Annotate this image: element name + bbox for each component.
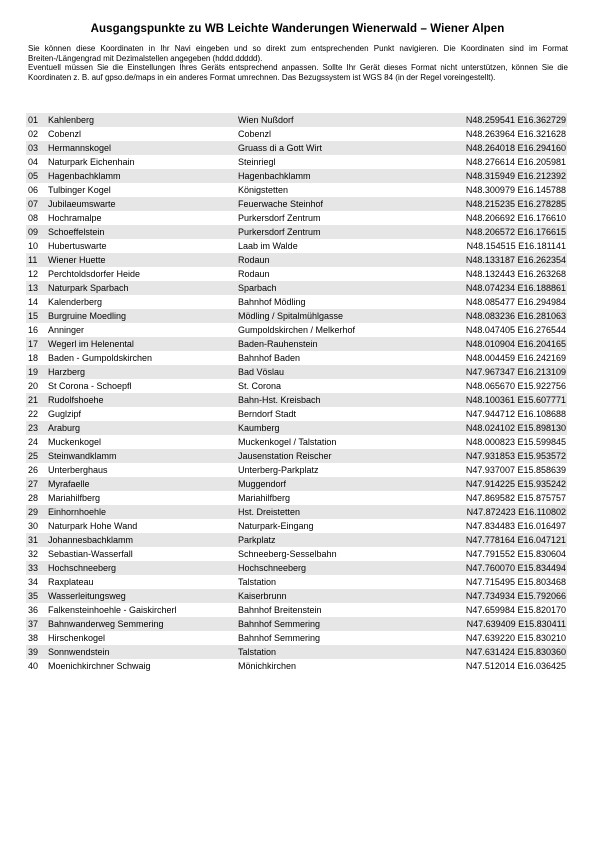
table-row [26, 491, 567, 505]
start-point: Berndorf Stadt [238, 408, 297, 419]
start-point: Hst. Dreistetten [238, 505, 444, 519]
row-number: 01 [26, 113, 42, 127]
row-number: 20 [28, 380, 39, 391]
trail-name: Burgruine Moedling [42, 309, 238, 323]
table-row [26, 407, 567, 421]
intro-paragraph-2: Eventuell müssen Sie die Einstellungen Ihres Geräts entsprechend anpassen. Sollte Ihr Gerät dieses Format nicht unterstützen, können Sie die Koordinaten z. B. auf gpso.de/maps in ein anderes Format umrechnen. Das Bezugssystem ist WGS 84 (in der Regel voreingestellt). [28, 63, 568, 82]
table-row [26, 449, 567, 463]
table-row [26, 631, 567, 645]
table-row [26, 211, 567, 225]
start-point: Parkplatz [238, 533, 444, 547]
table-row [26, 575, 567, 589]
coordinates: N48.004459 E16.242169 [465, 352, 566, 363]
trail-name: Hubertuswarte [48, 240, 107, 251]
intro-paragraph-1: Sie können diese Koordinaten in Ihr Navi eingeben und so direkt zum entsprechenden Punkt navigieren. Die Koordinaten sind im Format Breiten-/Längengrad mit Dezimalstellen angegeben (hddd.ddddd). [28, 44, 568, 63]
intro-text [28, 44, 568, 82]
row-number: 29 [26, 505, 42, 519]
trail-name: Anninger [48, 324, 85, 335]
table-row [26, 435, 567, 449]
coordinates: N48.215235 E16.278285 [444, 197, 567, 211]
trail-name: Unterberghaus [48, 464, 108, 475]
trail-name: Baden - Gumpoldskirchen [48, 352, 153, 363]
coordinates: N47.778164 E16.047121 [444, 533, 567, 547]
table-row [26, 617, 567, 631]
coordinates: N48.206572 E16.176615 [444, 225, 567, 239]
row-number: 25 [26, 449, 42, 463]
row-number: 34 [28, 576, 39, 587]
coordinates: N48.264018 E16.294160 [444, 141, 567, 155]
start-point: Steinriegl [238, 156, 276, 167]
trail-name: Moenichkirchner Schwaig [48, 660, 151, 671]
row-number: 17 [26, 337, 42, 351]
trail-name: Myrafaelle [42, 477, 238, 491]
row-number: 37 [26, 617, 42, 631]
coordinates: N47.659984 E15.820170 [465, 604, 566, 615]
row-number: 03 [26, 141, 42, 155]
start-point: Kaiserbrunn [238, 589, 444, 603]
coordinates: N47.639409 E15.830411 [444, 617, 567, 631]
row-number: 35 [26, 589, 42, 603]
trail-name: Cobenzl [48, 128, 82, 139]
coordinates: N47.869582 E15.875757 [465, 492, 566, 503]
table-row [26, 239, 567, 253]
row-number: 27 [26, 477, 42, 491]
coordinates: N47.715495 E15.803468 [465, 576, 566, 587]
coordinates: N47.631424 E15.830360 [444, 645, 567, 659]
coordinates: N48.133187 E16.262354 [444, 253, 567, 267]
row-number: 38 [28, 632, 39, 643]
start-point: Cobenzl [238, 128, 272, 139]
coordinates: N48.315949 E16.212392 [444, 169, 567, 183]
start-point: Mönichkirchen [238, 660, 297, 671]
start-point: Hochschneeberg [238, 561, 444, 575]
table-row [26, 267, 567, 281]
page-title: Ausgangspunkte zu WB Leichte Wanderungen Wienerwald – Wiener Alpen [90, 23, 505, 35]
trail-name: Raxplateau [48, 576, 94, 587]
coordinates: N47.914225 E15.935242 [444, 477, 567, 491]
row-number: 32 [28, 548, 39, 559]
start-point: Jausenstation Reischer [238, 449, 444, 463]
row-number: 10 [28, 240, 39, 251]
start-point: Talstation [238, 576, 277, 587]
row-number: 15 [26, 309, 42, 323]
table-row [26, 337, 567, 351]
trail-name: Sebastian-Wasserfall [48, 548, 133, 559]
row-number: 14 [28, 296, 39, 307]
table-row [26, 421, 567, 435]
row-number: 07 [26, 197, 42, 211]
trail-name: Araburg [42, 421, 238, 435]
table-row [26, 225, 567, 239]
trail-name: Mariahilfberg [48, 492, 101, 503]
start-point: Laab im Walde [238, 240, 298, 251]
start-point: Mödling / Spitalmühlgasse [238, 309, 444, 323]
table-row [26, 393, 567, 407]
row-number: 36 [28, 604, 39, 615]
table-row [26, 295, 567, 309]
row-number: 06 [28, 184, 39, 195]
trail-name: Muckenkogel [48, 436, 102, 447]
start-point: Unterberg-Parkplatz [238, 464, 319, 475]
coordinates: N48.100361 E15.607771 [444, 393, 567, 407]
start-point: Muggendorf [238, 477, 444, 491]
start-point: Muckenkogel / Talstation [238, 436, 337, 447]
trail-name: Johannesbachklamm [42, 533, 238, 547]
table-row [26, 351, 567, 365]
row-number: 18 [28, 352, 39, 363]
row-number: 31 [26, 533, 42, 547]
trail-name: Kahlenberg [42, 113, 238, 127]
coordinates: N48.206692 E16.176610 [465, 212, 566, 223]
table-row [26, 589, 567, 603]
row-number: 39 [26, 645, 42, 659]
trail-name: Hochschneeberg [42, 561, 238, 575]
row-number: 28 [28, 492, 39, 503]
table-row [26, 127, 567, 141]
table-row [26, 645, 567, 659]
table-row [26, 561, 567, 575]
trail-name: Guglzipf [48, 408, 82, 419]
trail-name: Hochramalpe [48, 212, 102, 223]
start-point: St. Corona [238, 380, 282, 391]
coordinates: N48.259541 E16.362729 [444, 113, 567, 127]
start-point: Mariahilfberg [238, 492, 291, 503]
coordinates: N47.639220 E15.830210 [465, 632, 566, 643]
coordinates: N48.276614 E16.205981 [465, 156, 566, 167]
table-row [26, 603, 567, 617]
start-point: Talstation [238, 645, 444, 659]
row-number: 22 [28, 408, 39, 419]
coordinates: N48.000823 E15.599845 [465, 436, 566, 447]
start-point: Bahnhof Baden [238, 352, 301, 363]
coordinates: N47.791552 E15.830604 [465, 548, 566, 559]
row-number: 19 [26, 365, 42, 379]
table-row [26, 309, 567, 323]
table-row [26, 477, 567, 491]
trail-name: St Corona - Schoepfl [48, 380, 132, 391]
table-row [26, 323, 567, 337]
trail-name: Steinwandklamm [42, 449, 238, 463]
coordinates: N47.834483 E16.016497 [465, 520, 566, 531]
table-row [26, 281, 567, 295]
start-point: Bahn-Hst. Kreisbach [238, 393, 444, 407]
trail-name: Bahnwanderweg Semmering [42, 617, 238, 631]
trail-name: Naturpark Sparbach [42, 281, 238, 295]
coordinates: N48.263964 E16.321628 [465, 128, 566, 139]
start-point: Bad Vöslau [238, 365, 444, 379]
trail-name: Falkensteinhoehle - Gaiskircherl [48, 604, 177, 615]
row-number: 05 [26, 169, 42, 183]
row-number: 02 [28, 128, 39, 139]
row-number: 12 [28, 268, 39, 279]
trail-name: Schoeffelstein [42, 225, 238, 239]
table-row [26, 547, 567, 561]
start-point: Schneeberg-Sesselbahn [238, 548, 337, 559]
start-point: Bahnhof Mödling [238, 296, 306, 307]
start-point: Baden-Rauhenstein [238, 337, 444, 351]
coordinates: N47.760070 E15.834494 [444, 561, 567, 575]
coordinates: N48.132443 E16.263268 [465, 268, 566, 279]
start-point: Rodaun [238, 253, 444, 267]
start-point: Wien Nußdorf [238, 113, 444, 127]
trail-name: Einhornhoehle [42, 505, 238, 519]
coordinates-table [26, 113, 567, 673]
coordinates: N47.967347 E16.213109 [444, 365, 567, 379]
coordinates: N48.083236 E16.281063 [444, 309, 567, 323]
start-point: Königstetten [238, 184, 289, 195]
start-point: Bahnhof Breitenstein [238, 604, 322, 615]
start-point: Purkersdorf Zentrum [238, 225, 444, 239]
trail-name: Hagenbachklamm [42, 169, 238, 183]
coordinates: N48.024102 E15.898130 [444, 421, 567, 435]
row-number: 09 [26, 225, 42, 239]
coordinates: N48.047405 E16.276544 [465, 324, 566, 335]
trail-name: Wegerl im Helenental [42, 337, 238, 351]
trail-name: Naturpark Hohe Wand [48, 520, 138, 531]
trail-name: Naturpark Eichenhain [48, 156, 135, 167]
row-number: 23 [26, 421, 42, 435]
trail-name: Kalenderberg [48, 296, 103, 307]
coordinates: N47.734934 E15.792066 [444, 589, 567, 603]
start-point: Gumpoldskirchen / Melkerhof [238, 324, 356, 335]
coordinates: N47.944712 E16.108688 [465, 408, 566, 419]
trail-name: Harzberg [42, 365, 238, 379]
trail-name: Rudolfshoehe [42, 393, 238, 407]
start-point: Sparbach [238, 281, 444, 295]
start-point: Naturpark-Eingang [238, 520, 314, 531]
table-row [26, 113, 567, 127]
trail-name: Perchtoldsdorfer Heide [48, 268, 141, 279]
coordinates: N47.937007 E15.858639 [465, 464, 566, 475]
start-point: Purkersdorf Zentrum [238, 212, 321, 223]
start-point: Gruass di a Gott Wirt [238, 141, 444, 155]
table-row [26, 253, 567, 267]
start-point: Kaumberg [238, 421, 444, 435]
coordinates: N48.154515 E16.181141 [466, 240, 566, 251]
row-number: 33 [26, 561, 42, 575]
trail-name: Jubilaeumswarte [42, 197, 238, 211]
trail-name: Sonnwendstein [42, 645, 238, 659]
row-number: 04 [28, 156, 39, 167]
trail-name: Wasserleitungsweg [42, 589, 238, 603]
start-point: Hagenbachklamm [238, 169, 444, 183]
row-number: 40 [28, 660, 39, 671]
row-number: 16 [28, 324, 39, 335]
table-row [26, 141, 567, 155]
start-point: Bahnhof Semmering [238, 617, 444, 631]
coordinates: N48.065670 E15.922756 [465, 380, 566, 391]
start-point: Rodaun [238, 268, 270, 279]
table-row [26, 463, 567, 477]
table-row [26, 379, 567, 393]
coordinates: N48.085477 E16.294984 [465, 296, 566, 307]
row-number: 21 [26, 393, 42, 407]
start-point: Bahnhof Semmering [238, 632, 321, 643]
table-row [26, 365, 567, 379]
table-row [26, 519, 567, 533]
row-number: 30 [28, 520, 39, 531]
coordinates: N47.872423 E16.110802 [444, 505, 567, 519]
start-point: Feuerwache Steinhof [238, 197, 444, 211]
row-number: 24 [28, 436, 39, 447]
row-number: 08 [28, 212, 39, 223]
table-row [26, 659, 567, 673]
table-row [26, 197, 567, 211]
coordinates: N48.074234 E16.188861 [444, 281, 567, 295]
table-row [26, 505, 567, 519]
table-row [26, 155, 567, 169]
trail-name: Hirschenkogel [48, 632, 106, 643]
row-number: 13 [26, 281, 42, 295]
trail-name: Hermannskogel [42, 141, 238, 155]
table-row [26, 169, 567, 183]
coordinates: N47.931853 E15.953572 [444, 449, 567, 463]
table-row [26, 533, 567, 547]
coordinates: N48.300979 E16.145788 [465, 184, 566, 195]
trail-name: Tulbinger Kogel [48, 184, 111, 195]
table-row [26, 183, 567, 197]
row-number: 11 [26, 253, 42, 267]
coordinates: N48.010904 E16.204165 [444, 337, 567, 351]
row-number: 26 [28, 464, 39, 475]
trail-name: Wiener Huette [42, 253, 238, 267]
coordinates: N47.512014 E16.036425 [465, 660, 566, 671]
